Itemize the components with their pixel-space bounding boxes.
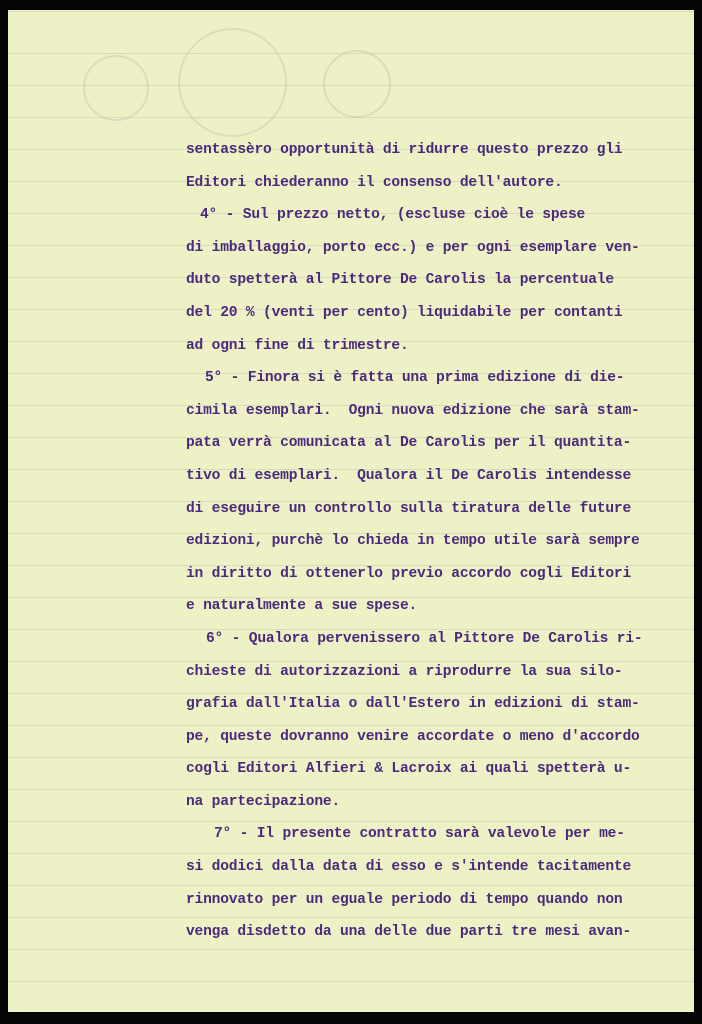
text-line: pata verrà comunicata al De Carolis per il quantita- — [186, 435, 631, 452]
clause-6-start: 6° - Qualora pervenissero al Pittore De Carolis ri- — [206, 630, 643, 647]
seal-stamp-left — [83, 55, 149, 121]
clause-5-start: 5° - Finora si è fatta una prima edizione di die- — [205, 370, 625, 387]
text-line: grafia dall'Italia o dall'Estero in edizioni di stam- — [186, 696, 640, 713]
text-line: na partecipazione. — [186, 793, 341, 810]
text-line: rinnovato per un eguale periodo di tempo quando non — [186, 891, 623, 908]
text-line: chieste di autorizzazioni a riprodurre la sua silo- — [186, 663, 623, 680]
text-line: e naturalmente a sue spese. — [186, 598, 418, 615]
text-line: ad ogni fine di trimestre. — [186, 337, 409, 354]
text-line: del 20 % (venti per cento) liquidabile per contanti — [186, 304, 623, 321]
text-line: Editori chiederanno il consenso dell'autore. — [186, 174, 563, 191]
text-line: si dodici dalla data di esso e s'intende tacitamente — [186, 859, 631, 876]
text-line: sentassèro opportunità di ridurre questo prezzo gli — [186, 142, 623, 158]
text-line: venga disdetto da una delle due parti tre mesi avan- — [186, 924, 631, 941]
text-line: cimila esemplari. Ogni nuova edizione che sarà stam- — [186, 402, 640, 419]
seal-stamp-center — [178, 28, 287, 137]
text-line: di eseguire un controllo sulla tiratura delle future — [186, 500, 631, 517]
text-line: in diritto di ottenerlo previo accordo cogli Editori — [186, 565, 631, 582]
clause-4-start: 4° - Sul prezzo netto, (escluse cioè le spese — [200, 207, 586, 224]
text-line: pe, queste dovranno venire accordate o meno d'accordo — [186, 728, 640, 745]
text-line: edizioni, purchè lo chieda in tempo utile sarà sempre — [186, 533, 640, 550]
text-line: tivo di esemplari. Qualora il De Carolis intendesse — [186, 467, 631, 484]
text-line: duto spetterà al Pittore De Carolis la percentuale — [186, 272, 614, 289]
text-line: di imballaggio, porto ecc.) e per ogni esemplare ven- — [186, 239, 640, 256]
seal-stamp-right — [323, 50, 391, 118]
text-line: cogli Editori Alfieri & Lacroix ai quali spetterà u- — [186, 761, 631, 778]
clause-7-start: 7° - Il presente contratto sarà valevole per me- — [214, 826, 625, 843]
typewritten-text — [186, 138, 643, 953]
